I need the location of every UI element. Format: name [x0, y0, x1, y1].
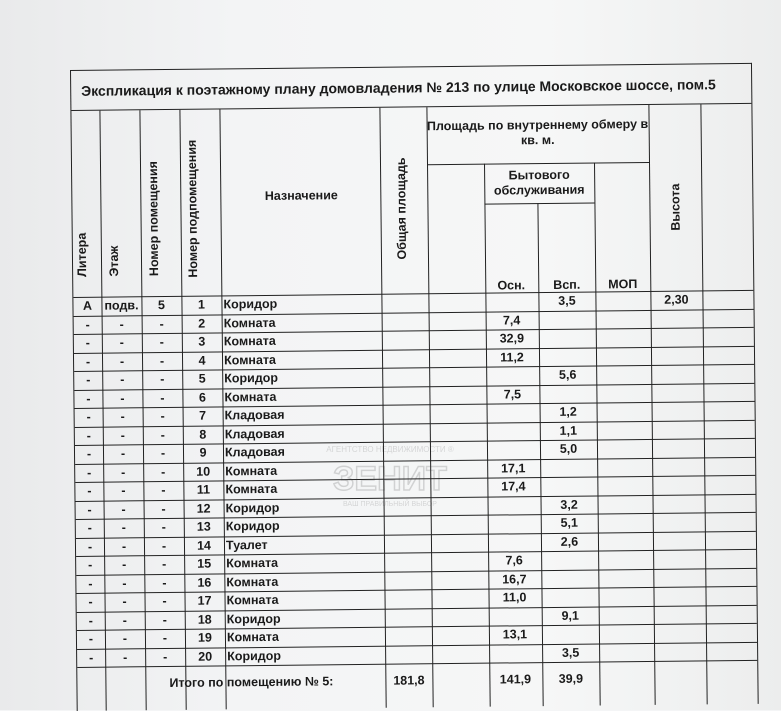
cell-sub: 11	[196, 482, 211, 497]
watermark-top-text: АГЕНТСТВО НЕДВИЖИМОСТИ ®	[326, 445, 454, 454]
cell-height	[653, 586, 705, 605]
cell-purpose: Коридор	[225, 518, 280, 534]
cell-room: -	[162, 631, 168, 646]
cell-height	[654, 623, 706, 642]
cell-floor: -	[122, 612, 127, 627]
document-title: Экспликация к поэтажному плану домовладения № 213 по улице Московское шоссе, пом.5	[71, 64, 751, 111]
cell-sub: 7	[199, 408, 207, 423]
column-divider	[426, 107, 433, 707]
cell-purpose: Комната	[223, 333, 276, 349]
cell-floor: -	[122, 649, 128, 664]
cell-floor: -	[122, 594, 127, 609]
cell-room: -	[162, 557, 167, 572]
cell-purpose: Туалет	[225, 537, 268, 552]
cell-litera: -	[86, 428, 91, 443]
header-subroom-no: Номер подпомещения	[184, 139, 201, 278]
total-label: Итого по помещению № 5:	[169, 674, 334, 690]
cell-aux: 3,2	[560, 497, 578, 512]
cell-aux	[541, 569, 598, 588]
cell-room: -	[162, 612, 167, 627]
cell-main: 11,2	[500, 349, 524, 365]
cell-sub: 16	[197, 575, 212, 590]
cell-purpose: Комната	[223, 352, 277, 367]
cell-litera: -	[88, 650, 94, 665]
cell-room: -	[161, 483, 166, 498]
watermark-logo: ЗЕНИТ	[333, 460, 447, 498]
cell-floor: -	[119, 353, 125, 368]
cell-floor: -	[121, 483, 126, 498]
cell-room: -	[161, 464, 166, 479]
cell-sub: 10	[196, 464, 211, 479]
cell-sub: 17	[197, 593, 212, 608]
header-divider	[427, 162, 649, 165]
cell-sub: 5	[198, 371, 206, 386]
cell-aux: 5,0	[559, 441, 578, 456]
cell-main	[487, 403, 539, 422]
cell-room: -	[161, 501, 166, 516]
header-aux: Всп.	[553, 277, 581, 292]
cell-height	[651, 364, 703, 383]
cell-room: -	[161, 538, 167, 553]
cell-main	[487, 440, 539, 459]
cell-height	[651, 327, 703, 346]
cell-floor: -	[120, 427, 125, 442]
cell-sub: 19	[197, 630, 212, 645]
cell-height	[654, 605, 706, 624]
cell-litera: -	[85, 335, 91, 350]
cell-litera: -	[86, 372, 91, 387]
cell-sub: 15	[197, 556, 212, 571]
header-mop: МОП	[608, 277, 638, 292]
cell-purpose: Коридор	[224, 370, 279, 386]
cell-room: -	[159, 353, 165, 368]
cell-aux: 3,5	[561, 645, 580, 660]
cell-sub: 4	[198, 353, 206, 368]
cell-purpose: Кладовая	[224, 407, 285, 423]
cell-room: -	[160, 372, 165, 387]
cell-aux	[540, 477, 597, 496]
cell-floor: -	[121, 501, 126, 516]
cell-room: -	[162, 575, 167, 590]
cell-aux	[539, 310, 596, 329]
cell-height	[652, 401, 704, 420]
cell-main	[486, 366, 538, 385]
header-height: Высота	[668, 183, 683, 231]
watermark-bottom-text: ВАШ ПРАВИЛЬНЫЙ ВЫБОР	[343, 501, 437, 508]
cell-purpose: Комната	[225, 481, 278, 497]
cell-litera: -	[86, 409, 91, 424]
cell-main: 11,0	[502, 590, 527, 605]
explication-table	[70, 63, 759, 711]
cell-height	[651, 383, 703, 402]
cell-litera: -	[88, 557, 93, 572]
cell-aux: 1,2	[559, 404, 577, 419]
cell-floor: -	[121, 520, 126, 535]
cell-purpose: Коридор	[227, 648, 282, 663]
cell-purpose: Комната	[226, 574, 279, 589]
cell-aux: 5,6	[558, 367, 577, 382]
cell-main	[489, 607, 541, 626]
cell-purpose: Кладовая	[224, 426, 285, 441]
cell-purpose: Кладовая	[224, 444, 285, 460]
cell-height	[651, 346, 703, 365]
cell-floor: -	[122, 631, 128, 646]
cell-litera: -	[86, 391, 91, 406]
cell-purpose: Комната	[226, 629, 279, 645]
cell-floor: -	[122, 557, 127, 572]
cell-litera: -	[86, 446, 92, 461]
cell-litera: -	[88, 613, 93, 628]
cell-litera: -	[87, 502, 92, 517]
total-aux-value: 39,9	[558, 671, 584, 686]
cell-sub: 6	[198, 390, 206, 405]
cell-main: 7,6	[505, 553, 523, 568]
cell-room: -	[159, 335, 165, 350]
cell-floor: подв.	[104, 298, 139, 313]
cell-purpose: Комната	[226, 555, 279, 571]
header-litera: Литера	[74, 232, 90, 277]
cell-height	[652, 494, 704, 513]
cell-height	[652, 420, 704, 439]
cell-main: 13,1	[502, 627, 528, 642]
cell-floor: -	[120, 390, 125, 405]
cell-height	[654, 642, 706, 661]
cell-litera: -	[87, 465, 92, 480]
cell-height	[653, 568, 705, 587]
cell-main: 7,5	[503, 386, 522, 401]
cell-aux	[541, 587, 598, 606]
cell-height	[653, 531, 705, 550]
cell-sub: 14	[196, 538, 212, 553]
cell-floor: -	[119, 316, 124, 331]
cell-aux: 9,1	[561, 608, 579, 623]
cell-main	[485, 292, 537, 311]
header-inner-area: Площадь по внутреннему обмеру в кв. м.	[426, 116, 649, 148]
cell-floor: -	[119, 335, 125, 350]
cell-purpose: Комната	[224, 389, 277, 404]
cell-room: -	[161, 520, 166, 535]
cell-sub: 20	[198, 649, 213, 664]
cell-litera: -	[85, 354, 91, 369]
cell-aux	[541, 550, 598, 569]
cell-main	[488, 533, 540, 552]
cell-room: -	[162, 594, 167, 609]
header-floor: Этаж	[106, 245, 122, 277]
cell-main: 17,1	[500, 460, 526, 476]
cell-height	[653, 549, 705, 568]
cell-floor: -	[121, 538, 127, 553]
cell-aux: 2,6	[560, 534, 579, 549]
cell-litera: -	[87, 539, 93, 554]
cell-height	[652, 438, 704, 457]
cell-room: 5	[157, 298, 166, 313]
cell-main: 7,4	[502, 312, 521, 327]
cell-main	[487, 496, 539, 515]
cell-aux	[542, 624, 599, 643]
cell-main	[487, 422, 539, 441]
cell-litera: -	[85, 317, 90, 332]
cell-aux: 3,5	[558, 293, 576, 308]
cell-room: -	[160, 390, 165, 405]
cell-main: 16,7	[502, 571, 527, 587]
cell-purpose: Комната	[223, 315, 276, 330]
header-main: Осн.	[497, 278, 526, 293]
cell-floor: -	[121, 464, 126, 479]
cell-aux	[539, 384, 596, 403]
cell-height	[651, 309, 703, 328]
cell-room: -	[160, 409, 165, 424]
header-room-no: Номер помещения	[145, 161, 162, 277]
cell-litera: -	[87, 483, 92, 498]
cell-litera: А	[82, 298, 93, 313]
cell-sub: 18	[197, 612, 212, 627]
cell-purpose: Комната	[225, 463, 278, 478]
cell-litera: -	[88, 576, 93, 591]
cell-room: -	[159, 316, 164, 331]
cell-litera: -	[88, 594, 93, 609]
cell-litera: -	[87, 520, 92, 535]
cell-purpose: Коридор	[223, 296, 278, 312]
cell-floor: -	[122, 575, 127, 590]
cell-aux	[539, 347, 596, 366]
cell-sub: 8	[199, 427, 207, 442]
cell-purpose: Коридор	[225, 500, 280, 515]
cell-floor: -	[120, 409, 125, 424]
cell-sub: 1	[197, 297, 206, 312]
header-total-area: Общая площадь	[393, 157, 410, 260]
cell-aux	[540, 458, 597, 477]
cell-litera: -	[88, 631, 94, 646]
header-divider	[484, 203, 594, 205]
cell-height: 2,30	[664, 292, 689, 307]
cell-height	[652, 457, 704, 476]
cell-room: -	[162, 649, 168, 664]
total-area-value: 181,8	[393, 673, 425, 688]
cell-aux	[539, 329, 596, 348]
cell-floor: -	[120, 446, 126, 461]
cell-purpose: Коридор	[226, 611, 281, 626]
cell-sub: 2	[198, 316, 206, 331]
cell-height	[652, 475, 704, 494]
cell-main: 17,4	[501, 479, 526, 494]
cell-height	[653, 512, 705, 531]
cell-sub: 3	[198, 334, 206, 349]
total-main-value: 141,9	[499, 672, 532, 687]
cell-main	[488, 514, 540, 533]
header-household: Бытового обслуживания	[493, 167, 585, 198]
cell-purpose: Комната	[226, 592, 279, 608]
header-purpose: Назначение	[264, 188, 338, 203]
cell-room: -	[160, 446, 166, 461]
cell-aux: 5,1	[560, 515, 579, 530]
cell-sub: 12	[196, 501, 211, 516]
cell-main	[489, 644, 541, 663]
cell-sub: 13	[196, 519, 211, 534]
cell-aux: 1,1	[559, 423, 578, 438]
cell-main: 32,9	[499, 331, 525, 346]
cell-room: -	[160, 427, 165, 442]
cell-sub: 9	[199, 445, 207, 460]
cell-floor: -	[120, 372, 125, 387]
